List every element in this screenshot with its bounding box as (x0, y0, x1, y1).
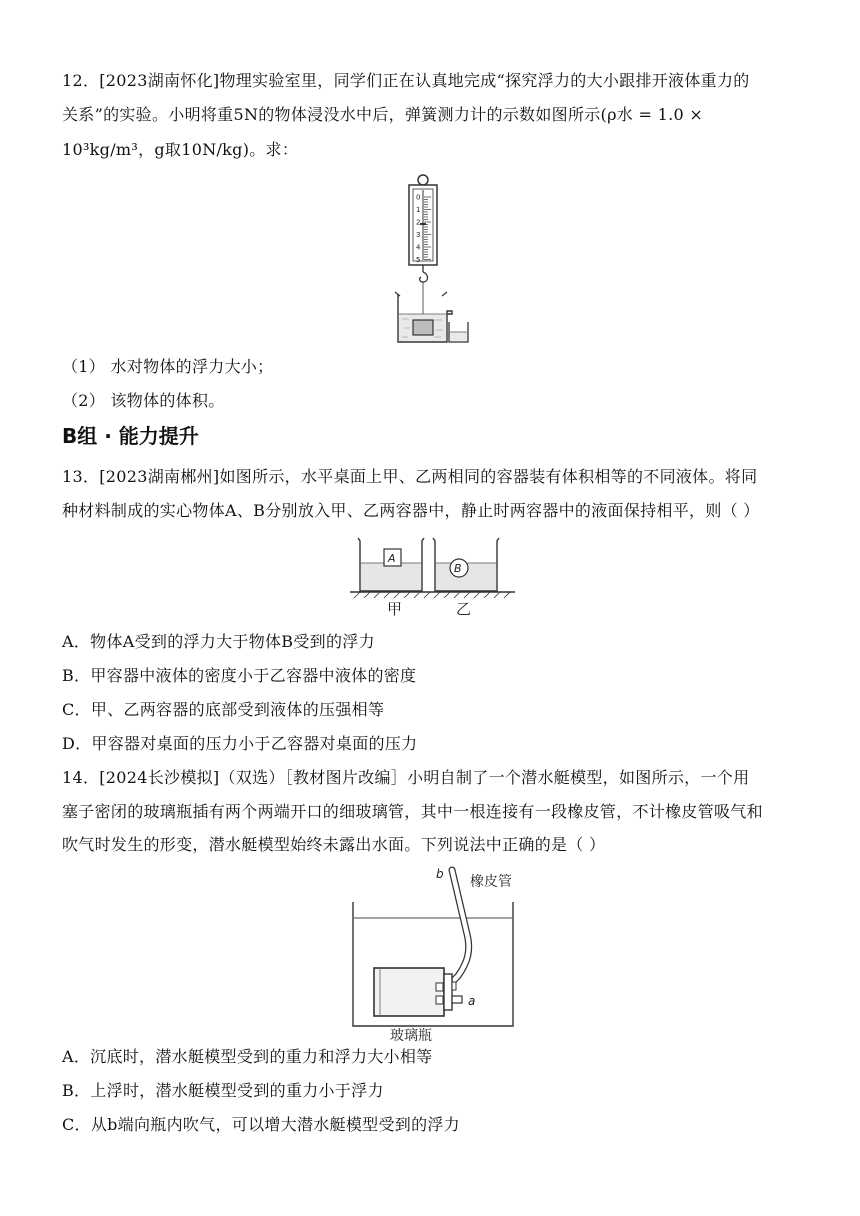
q13-option-a: A．物体A受到的浮力大于物体B受到的浮力 (62, 632, 375, 651)
q14-option-c: C．从b端向瓶内吹气，可以增大潜水艇模型受到的浮力 (62, 1115, 460, 1134)
q13-line-2: 种材料制成的实心物体A、B分别放入甲、乙两容器中，静止时两容器中的液面保持相平，则（ ） (62, 501, 760, 520)
liquid-left (361, 563, 421, 591)
scale-tick-5: 5 (416, 256, 421, 264)
containers-figure (350, 532, 520, 624)
q12-line-3: 10³kg/m³，g取10N/kg)。求： (62, 140, 299, 159)
label-b-end: b (436, 867, 444, 881)
object-b-label: B (454, 562, 462, 575)
spring-scale-figure (390, 172, 480, 348)
q12-line-1: 12．[2023湖南怀化]物理实验室里，同学们正在认真地完成“探究浮力的大小跟排开液体重力的 (62, 71, 750, 90)
label-rubber-tube: 橡皮管 (470, 874, 512, 890)
scale-hook (420, 272, 428, 282)
submerged-object (413, 320, 433, 335)
scale-tick-3: 3 (416, 231, 421, 239)
caption-yi: 乙 (456, 600, 472, 618)
bottle-stopper (444, 974, 452, 1010)
object-a-label: A (388, 552, 396, 565)
label-glass-bottle: 玻璃瓶 (390, 1028, 432, 1042)
q14-option-b: B．上浮时，潜水艇模型受到的重力小于浮力 (62, 1081, 384, 1100)
submarine-figure (350, 864, 520, 1042)
q14-line-3: 吹气时发生的形变，潜水艇模型始终未露出水面。下列说法中正确的是（ ） (62, 835, 606, 854)
caption-jia: 甲 (387, 600, 403, 618)
q14-line-2: 塞子密闭的玻璃瓶插有两个两端开口的细玻璃管，其中一根连接有一段橡皮管，不计橡皮管吸气和 (62, 802, 763, 821)
q12-line-2: 关系”的实验。小明将重5N的物体浸没水中后，弹簧测力计的示数如图所示(ρ水 = 1.0 × (62, 105, 704, 124)
q12-sub-2: （2） 该物体的体积。 (62, 391, 225, 410)
glass-bottle (374, 968, 444, 1016)
label-a-end: a (468, 994, 476, 1008)
scale-tick-0: 0 (416, 193, 421, 202)
glass-tube-a (452, 996, 462, 1003)
scale-tick-2: 2 (416, 218, 421, 227)
q14-line-1: 14．[2024长沙模拟]（双选）［教材图片改编］小明自制了一个潜水艇模型，如图所示，一个用 (62, 768, 750, 787)
q13-option-c: C．甲、乙两容器的底部受到液体的压强相等 (62, 700, 385, 719)
q13-option-d: D．甲容器对桌面的压力小于乙容器对桌面的压力 (62, 734, 418, 753)
scale-tick-1: 1 (416, 206, 421, 214)
q12-sub-1: （1） 水对物体的浮力大小； (62, 357, 274, 376)
scale-tick-4: 4 (416, 243, 421, 252)
scale-ring (418, 175, 428, 185)
q13-line-1: 13．[2023湖南郴州]如图所示，水平桌面上甲、乙两相同的容器装有体积相等的不同液体。将同 (62, 467, 758, 486)
q14-option-a: A．沉底时，潜水艇模型受到的重力和浮力大小相等 (62, 1047, 433, 1066)
section-b-title: B组 · 能力提升 (62, 424, 199, 448)
q13-option-b: B．甲容器中液体的密度小于乙容器中液体的密度 (62, 666, 417, 685)
